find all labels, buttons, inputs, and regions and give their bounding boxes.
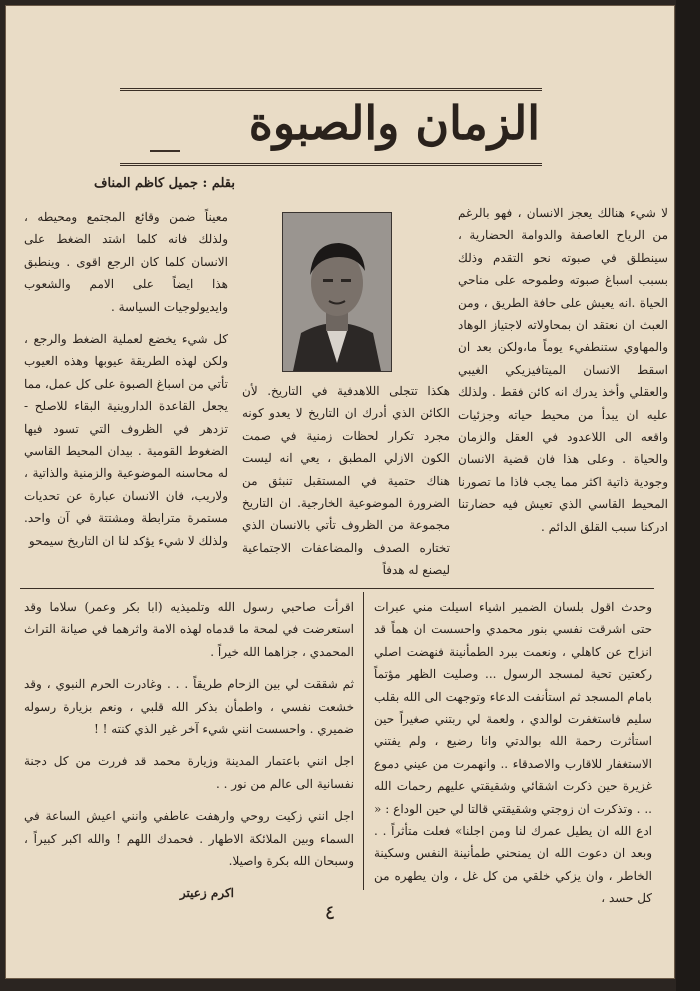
section-divider bbox=[20, 588, 654, 589]
article-title: الزمان والصبوة bbox=[248, 96, 540, 150]
author-portrait bbox=[282, 212, 392, 372]
article-column-middle bbox=[242, 380, 450, 592]
page-binding-edge bbox=[676, 0, 700, 991]
paragraph: هكذا تتجلى اللاهدفية في التاريخ. لأن الكائن الذي أدرك ان التاريخ لا يعدو كونه مجرد تكرار لحظات زمنية في صمت الكون الازلي المطبق ، يعي انه ليست هناك حتمية في المستقبل تنبثق من الضرورة الموضوعية الخارجية. ان التاريخ مجموعة من الظروف تأتي بالانسان الذي تختاره الصدف والمضاعفات الاجتماعية ليصنع له هدفاً bbox=[242, 384, 450, 578]
second-article-column-right bbox=[374, 596, 652, 920]
paragraph: اقرأت صاحبي رسول الله وتلميذيه (ابا بكر وعمر) سلاما وقد استعرضت في لمحة ما قدماه لهذه الامة واثرهما في صيانة التراث المحمدي ، جزاهما الله خيراً . bbox=[24, 600, 354, 659]
author-signature: اكرم زعيتر bbox=[179, 886, 234, 901]
title-ornament bbox=[150, 138, 180, 152]
article-byline: بقلم : جميل كاظم المناف bbox=[94, 176, 235, 191]
paragraph: اجل انني زكيت روحي وارهفت عاطفي وانني اعيش الساعة في السماء وبين الملائكة الاطهار . فحمدك اللهم ! والله اكبر كبيراً ، وسبحان الله بكرة واصيلا. bbox=[24, 809, 354, 869]
paragraph: كل شيء يخضع لعملية الضغط والرجع ، ولكن لهذه الطريقة عيوبها وهذه العيوب تأتي من اسباغ الصبوة على كل عمل، مما يجعل القاعدة الداروينية البقاء للاصلح - تزدهر في الظروف التي تسود فيها الضغوط القومية . بيدان المحيط القاسي له محاسنه الموضوعية والزمنية والذاتية ، ولاريب، فان الانسان عبارة عن تحديات مستمرة مترابطة ومشتتة في آن واحد. ولذلك لا شيء يؤكد لنا ان التاريخ سيمحو bbox=[24, 332, 228, 548]
paragraph: اجل انني باعتمار المدينة وزيارة محمد قد فررت من كل دجنة نفسانية الى عالم من نور . . bbox=[24, 754, 354, 791]
portrait-illustration bbox=[283, 213, 391, 371]
article-column-left bbox=[24, 206, 228, 562]
article-column-right bbox=[458, 202, 668, 548]
column-divider bbox=[363, 592, 364, 890]
paragraph: وحدث اقول بلسان الضمير اشياء اسيلت مني عبرات حتى اشرقت نفسي بنور محمدي واحسست ان هماً قد انزاح عن كاهلي ، ونعمت ببرد الطمأنينة فنهضت اصلي ركعتين تحية لمسجد الرسول ... وصليت الظهر مؤتماً بامام المسجد ثم استأنفت الدعاء وتوجهت الى الله بقلب سليم فاستغفرت لوالدي ، ولعمة لي ربتني صغيراً حين استأثرت رحمة الله بوالدتي وانا رضيع ، ولم يفتني الاستغفار للاقارب والاصدقاء .. وانهمرت من عيني دموع غزيرة حين ذكرت اشقائي وشقيقتي عليهم رحمات الله .. . وتذكرت ان زوجتي وشقيقتي قالتا لي حين الوداع : « ادع الله ان يطيل عمرك لنا ومن اجلنا» فعلت متأثراً . . وبعد ان دعوت الله ان يمنحني طمأنينة النفس وسكينة الخاطر ، وان يزكي خلقي من كل غل ، وان يطهره من كل حسد ، bbox=[374, 600, 652, 906]
paragraph: لا شيء هنالك يعجز الانسان ، فهو بالرغم من الرياح العاصفة والدوامة الحضارية ، سينطلق في صبوته نحو التقدم وذلك بسبب اسباغ صبوته وطموحه على مناحي الحياة .انه يعيش على حافة الطريق ، ومن العبث ان نعتقد ان بمحاولاته لاجتياز الوهاد والمهاوي ستنطفيء يوماً ما،ولكن بعد ان اسقط الانسان الميتافيزيكي الغيبي والعقلي وأخذ يدرك انه كائن فقط . ولذلك عليه ان يبدأ من محيط حياته وجزئيات واقعه الى اللاعدود في العقل والزمان والحياة . وعلى هذا فان قضية الانسان وجودية ذاتية اكثر مما يجب فاذا ما تصورنا المحيط القاسي الذي تعيش فيه حضارتنا ادركنا سبب القلق الدائم . bbox=[458, 206, 668, 534]
second-article-column-left bbox=[24, 596, 354, 905]
page-number: ٤ bbox=[324, 900, 336, 924]
paragraph: معيناً ضمن وقائع المجتمع ومحيطه ، ولذلك فانه كلما اشتد الضغط على الانسان كلما كان الرجع اقوى . وينطبق هذا ايضاً على الامم والشعوب وايديولوجيات السياسة . bbox=[24, 210, 228, 314]
paragraph: ثم شققت لي بين الزحام طريقاً . . . وغادرت الحرم النبوي ، وقد خشعت نفسي ، واطمأن بذكر الله قلبي ، ونعم بزيارة رسوله ضميري . واحسست انني شيء آخر غير الذي كنته ! ! bbox=[24, 677, 354, 737]
